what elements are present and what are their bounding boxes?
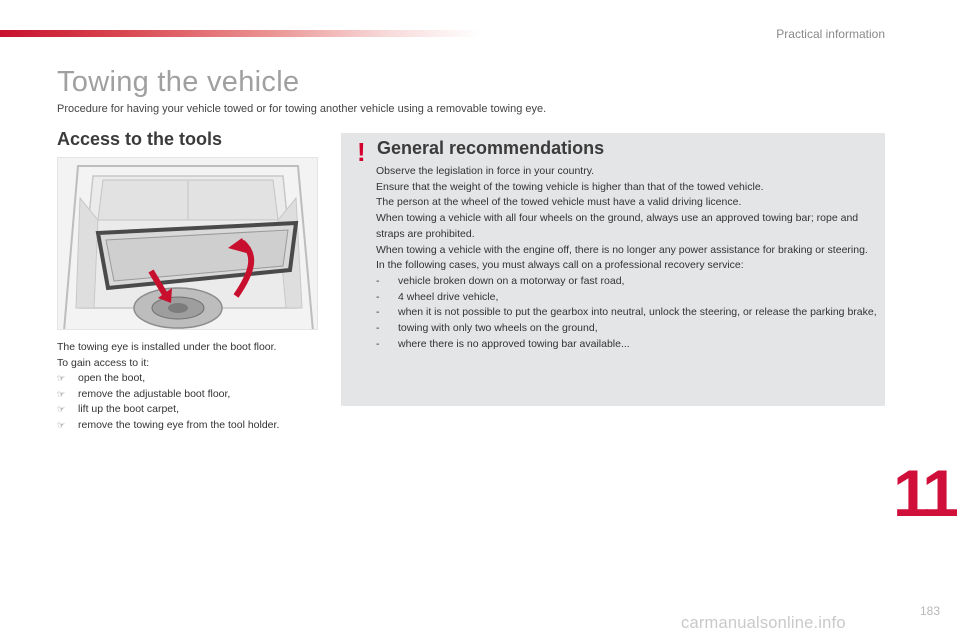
recommendation-paragraph: When towing a vehicle with the engine off, there is no longer any power assistance for braking or steering. <box>376 243 868 256</box>
recovery-case-item <box>376 274 881 290</box>
boot-floor-illustration <box>57 157 318 330</box>
recovery-case-item <box>376 305 881 321</box>
access-step <box>57 387 322 403</box>
recovery-case-item <box>376 321 881 337</box>
boot-illustration-svg <box>58 158 318 330</box>
access-step-text: remove the adjustable boot floor, <box>78 387 231 400</box>
page-number: 183 <box>919 604 940 618</box>
access-step-text: lift up the boot carpet, <box>78 403 179 416</box>
access-text-line: To gain access to it: <box>57 356 150 369</box>
recovery-case-text: when it is not possible to put the gearbox into neutral, unlock the steering, or release the parking brake, <box>398 306 877 319</box>
hand-pointer-icon: ☞ <box>57 404 66 415</box>
recommendation-paragraph: When towing a vehicle with all four wheels on the ground, always use an approved towing bar; rope and straps are prohibited. <box>376 212 859 240</box>
recovery-case-text: 4 wheel drive vehicle, <box>398 290 499 303</box>
watermark-link[interactable]: carmanualsonline.info <box>681 614 846 632</box>
page-title: Towing the vehicle <box>57 66 300 98</box>
access-step <box>57 418 322 434</box>
dash-marker: - <box>376 290 380 303</box>
access-step <box>57 402 322 418</box>
dash-marker: - <box>376 306 380 319</box>
general-recommendations-heading: General recommendations <box>377 138 605 158</box>
recommendation-paragraph: The person at the wheel of the towed vehicle must have a valid driving licence. <box>376 196 742 209</box>
hand-pointer-icon: ☞ <box>57 419 66 430</box>
recommendation-paragraph: Ensure that the weight of the towing vehicle is higher than that of the towed vehicle. <box>376 180 764 193</box>
section-label: Practical information <box>776 27 885 41</box>
access-step-text: remove the towing eye from the tool holder. <box>78 418 280 431</box>
access-step-text: open the boot, <box>78 372 146 385</box>
dash-marker: - <box>376 337 380 350</box>
recovery-case-item <box>376 290 881 306</box>
general-recommendations-panel <box>341 133 885 406</box>
recommendation-paragraph: In the following cases, you must always call on a professional recovery service: <box>376 259 744 272</box>
recovery-case-text: towing with only two wheels on the ground, <box>398 322 598 335</box>
dash-marker: - <box>376 322 380 335</box>
warning-icon: ! <box>357 137 366 167</box>
access-text-line: The towing eye is installed under the boot floor. <box>57 341 277 353</box>
hand-pointer-icon: ☞ <box>57 373 66 384</box>
intro-text: Procedure for having your vehicle towed or for towing another vehicle using a removable towing eye. <box>57 103 547 115</box>
hand-pointer-icon: ☞ <box>57 388 66 399</box>
recovery-case-text: vehicle broken down on a motorway or fast road, <box>398 274 625 287</box>
chapter-number: 11 <box>893 456 955 530</box>
recommendation-paragraph: Observe the legislation in force in your country. <box>376 165 595 177</box>
recovery-case-text: where there is no approved towing bar available... <box>398 337 630 350</box>
dash-marker: - <box>376 274 380 287</box>
access-tools-heading: Access to the tools <box>57 129 223 149</box>
general-recommendations-body <box>376 164 881 352</box>
access-step <box>57 371 322 387</box>
recovery-case-item <box>376 337 881 353</box>
header-accent-bar <box>0 30 480 37</box>
access-instructions <box>57 340 322 434</box>
